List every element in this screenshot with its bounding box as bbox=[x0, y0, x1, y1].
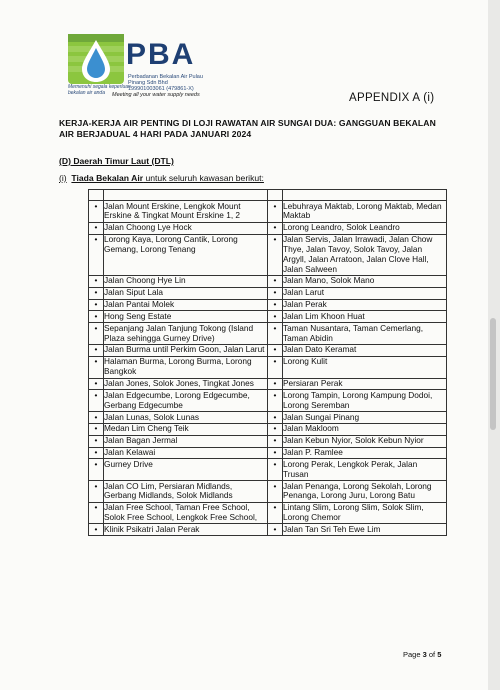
table-row bbox=[89, 502, 447, 524]
left-area-cell: Jalan Burma until Perkim Goon, Jalan Larut bbox=[104, 344, 268, 356]
bullet-cell: • bbox=[89, 323, 104, 345]
bullet-cell: • bbox=[268, 311, 283, 323]
right-area-cell: Lorong Perak, Lengkok Perak, Jalan Trusan bbox=[283, 459, 447, 481]
bullet-cell bbox=[89, 190, 104, 201]
bullet-cell: • bbox=[89, 299, 104, 311]
bullet-cell: • bbox=[268, 502, 283, 524]
bullet-cell: • bbox=[89, 447, 104, 459]
table-row bbox=[89, 190, 447, 201]
bullet-cell: • bbox=[89, 435, 104, 447]
document-heading: KERJA-KERJA AIR PENTING DI LOJI RAWATAN AIR SUNGAI DUA: GANGGUAN BEKALAN AIR BERJADUAL 4 HARI PADA JANUARI 2024 bbox=[59, 118, 436, 139]
left-area-cell: Jalan Pantai Molek bbox=[104, 299, 268, 311]
page-total: 5 bbox=[437, 650, 442, 659]
bullet-cell: • bbox=[89, 222, 104, 234]
bullet-cell: • bbox=[268, 412, 283, 424]
left-area-cell: Jalan Jones, Solok Jones, Tingkat Jones bbox=[104, 378, 268, 390]
page-footer bbox=[403, 650, 441, 659]
bullet-cell: • bbox=[89, 378, 104, 390]
pba-water-drop-icon bbox=[68, 34, 124, 84]
table-row bbox=[89, 378, 447, 390]
right-area-cell: Taman Nusantara, Taman Cemerlang, Taman Abidin bbox=[283, 323, 447, 345]
bullet-cell: • bbox=[89, 412, 104, 424]
left-area-cell: Jalan CO Lim, Persiaran Midlands, Gerbang Midlands, Solok Midlands bbox=[104, 481, 268, 503]
left-area-cell: Jalan Siput Lala bbox=[104, 287, 268, 299]
bullet-cell: • bbox=[268, 344, 283, 356]
left-area-cell: Hong Seng Estate bbox=[104, 311, 268, 323]
right-area-cell: Persiaran Perak bbox=[283, 378, 447, 390]
right-area-cell: Jalan Servis, Jalan Irrawadi, Jalan Chow Thye, Jalan Tavoy, Solok Tavoy, Jalan Argyll, Jalan Arratoon, Jalan Clove Hall, Jalan Salween bbox=[283, 234, 447, 275]
affected-areas-table bbox=[88, 189, 447, 536]
left-area-cell: Jalan Kelawai bbox=[104, 447, 268, 459]
page-prefix: Page bbox=[403, 650, 423, 659]
bullet-cell: • bbox=[268, 524, 283, 536]
left-area-cell bbox=[104, 190, 268, 201]
bullet-cell: • bbox=[268, 459, 283, 481]
right-area-cell: Jalan Perak bbox=[283, 299, 447, 311]
table-row bbox=[89, 222, 447, 234]
table-row bbox=[89, 481, 447, 503]
page-of: of bbox=[426, 650, 438, 659]
table-row bbox=[89, 524, 447, 536]
appendix-label: APPENDIX A (i) bbox=[349, 92, 435, 104]
bullet-cell: • bbox=[89, 344, 104, 356]
bullet-cell: • bbox=[89, 390, 104, 412]
right-area-cell: Jalan Sungai Pinang bbox=[283, 412, 447, 424]
bullet-cell: • bbox=[268, 222, 283, 234]
table-row bbox=[89, 412, 447, 424]
right-area-cell: Lebuhraya Maktab, Lorong Maktab, Medan Maktab bbox=[283, 201, 447, 223]
section-subline bbox=[59, 173, 264, 183]
table-row bbox=[89, 423, 447, 435]
left-area-cell: Medan Lim Cheng Teik bbox=[104, 423, 268, 435]
table-row bbox=[89, 447, 447, 459]
table-row bbox=[89, 299, 447, 311]
right-area-cell: Jalan Lim Khoon Huat bbox=[283, 311, 447, 323]
bullet-cell: • bbox=[268, 287, 283, 299]
subline-bold: Tiada Bekalan Air bbox=[71, 173, 144, 183]
table-row bbox=[89, 459, 447, 481]
right-area-cell: Lorong Tampin, Lorong Kampung Dodoi, Lorong Seremban bbox=[283, 390, 447, 412]
left-area-cell: Jalan Edgecumbe, Lorong Edgecumbe, Gerbang Edgecumbe bbox=[104, 390, 268, 412]
left-area-cell: Halaman Burma, Lorong Burma, Lorong Bangkok bbox=[104, 356, 268, 378]
bullet-cell: • bbox=[268, 201, 283, 223]
bullet-cell bbox=[268, 190, 283, 201]
right-area-cell: Jalan P. Ramlee bbox=[283, 447, 447, 459]
left-area-cell: Lorong Kaya, Lorong Cantik, Lorong Gemang, Lorong Tenang bbox=[104, 234, 268, 275]
pba-registration-number: 199901003061 (479861-X) bbox=[128, 86, 194, 92]
pba-logo-text: PBA bbox=[126, 38, 196, 71]
bullet-cell: • bbox=[89, 524, 104, 536]
bullet-cell: • bbox=[89, 275, 104, 287]
left-area-cell: Jalan Free School, Taman Free School, Solok Free School, Lengkok Free School, bbox=[104, 502, 268, 524]
bullet-cell: • bbox=[268, 323, 283, 345]
scrollbar-thumb[interactable] bbox=[490, 318, 496, 430]
pba-tagline-malay: Memenuhi segala keperluan bekalan air anda bbox=[68, 84, 131, 96]
bullet-cell: • bbox=[89, 502, 104, 524]
bullet-cell: • bbox=[89, 201, 104, 223]
bullet-cell: • bbox=[268, 423, 283, 435]
right-area-cell: Lintang Slim, Lorong Slim, Solok Slim, Lorong Chemor bbox=[283, 502, 447, 524]
table-row bbox=[89, 311, 447, 323]
right-area-cell: Jalan Penanga, Lorong Sekolah, Lorong Penanga, Lorong Juru, Lorong Batu bbox=[283, 481, 447, 503]
table-row bbox=[89, 287, 447, 299]
left-area-cell: Jalan Choong Hye Lin bbox=[104, 275, 268, 287]
right-area-cell: Jalan Dato Keramat bbox=[283, 344, 447, 356]
section-title: (D) Daerah Timur Laut (DTL) bbox=[59, 156, 174, 166]
table-row bbox=[89, 390, 447, 412]
bullet-cell: • bbox=[268, 390, 283, 412]
page-current: 3 bbox=[422, 650, 427, 659]
bullet-cell: • bbox=[268, 356, 283, 378]
right-area-cell: Jalan Larut bbox=[283, 287, 447, 299]
table-row bbox=[89, 234, 447, 275]
bullet-cell: • bbox=[268, 275, 283, 287]
right-area-cell bbox=[283, 190, 447, 201]
table-row bbox=[89, 275, 447, 287]
bullet-cell: • bbox=[89, 459, 104, 481]
right-area-cell: Jalan Mano, Solok Mano bbox=[283, 275, 447, 287]
bullet-cell: • bbox=[89, 234, 104, 275]
left-area-cell: Klinik Psikatri Jalan Perak bbox=[104, 524, 268, 536]
right-area-cell: Jalan Kebun Nyior, Solok Kebun Nyior bbox=[283, 435, 447, 447]
left-area-cell: Jalan Bagan Jermal bbox=[104, 435, 268, 447]
table-row bbox=[89, 323, 447, 345]
bullet-cell: • bbox=[268, 234, 283, 275]
table-row bbox=[89, 356, 447, 378]
right-area-cell: Jalan Tan Sri Teh Ewe Lim bbox=[283, 524, 447, 536]
table-row bbox=[89, 344, 447, 356]
left-area-cell: Jalan Mount Erskine, Lengkok Mount Erskine & Tingkat Mount Erskine 1, 2 bbox=[104, 201, 268, 223]
right-area-cell: Jalan Makloom bbox=[283, 423, 447, 435]
bullet-cell: • bbox=[89, 287, 104, 299]
vertical-scrollbar[interactable] bbox=[488, 0, 500, 690]
subline-prefix: (i) bbox=[59, 173, 67, 183]
bullet-cell: • bbox=[268, 378, 283, 390]
subline-rest: untuk seluruh kawasan berikut: bbox=[143, 173, 264, 183]
bullet-cell: • bbox=[89, 481, 104, 503]
table-row bbox=[89, 435, 447, 447]
table-row bbox=[89, 201, 447, 223]
bullet-cell: • bbox=[268, 435, 283, 447]
bullet-cell: • bbox=[89, 311, 104, 323]
bullet-cell: • bbox=[89, 356, 104, 378]
left-area-cell: Jalan Lunas, Solok Lunas bbox=[104, 412, 268, 424]
pba-tagline-english: Meeting all your water supply needs bbox=[112, 92, 200, 98]
right-area-cell: Lorong Leandro, Solok Leandro bbox=[283, 222, 447, 234]
right-area-cell: Lorong Kulit bbox=[283, 356, 447, 378]
bullet-cell: • bbox=[89, 423, 104, 435]
pba-company-name: Perbadanan Bekalan Air Pulau Pinang Sdn Bhd bbox=[128, 74, 203, 86]
left-area-cell: Gurney Drive bbox=[104, 459, 268, 481]
bullet-cell: • bbox=[268, 481, 283, 503]
left-area-cell: Sepanjang Jalan Tanjung Tokong (Island Plaza sehingga Gurney Drive) bbox=[104, 323, 268, 345]
bullet-cell: • bbox=[268, 299, 283, 311]
left-area-cell: Jalan Choong Lye Hock bbox=[104, 222, 268, 234]
bullet-cell: • bbox=[268, 447, 283, 459]
